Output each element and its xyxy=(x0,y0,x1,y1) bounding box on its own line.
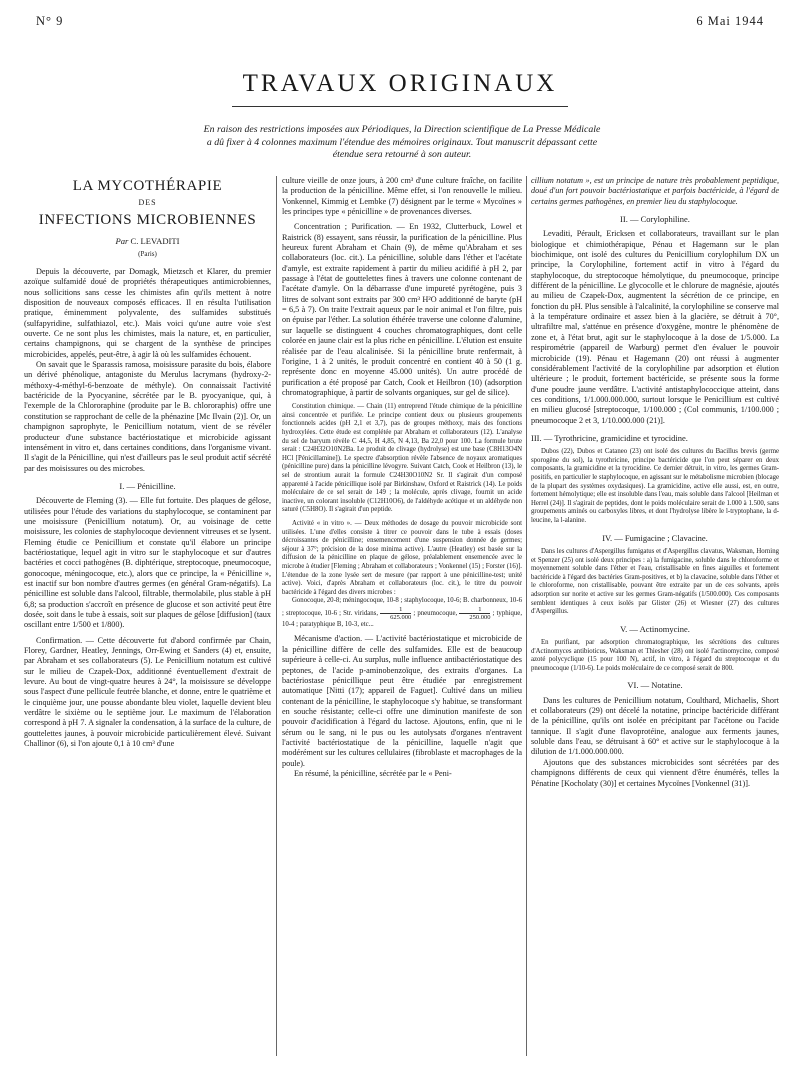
paragraph: Concentration ; Purification. — En 1932, Clutterbuck, Lowel et Raistrick (8) essayent, sans réussir, la purification de la pénicilline. Plus heureux furent Abraham et Chain (9), de même qu'Abraham et ses collaborateurs (loc. cit.). La pénicilline, soluble dans l'éther et l'acétate d'amyle, est extraite rapidement à partir du milieu acidifié à pH 2, par passage à l'état de gouttelettes fines à travers une colonne contenant de l'acétate d'amyle. On la débarrasse d'une impureté pyrétogène, puis 3 litres de solvant sont extraits par 300 cm³ H²O additionné de baryte (pH = 6,5 à 7). On traite l'extrait aqueux par le noir animal et l'on filtre, puis on épuise par l'éther. La solution éthérée traverse une colonne d'alumine, sur laquelle se distinguent 4 couches chromatographiques, dont celle colorée en jaune clair est la plus riche en pénicilline. L'élution est ensuite réalisée par de l'eau alcalinisée. Si la pénicilline brute renfermait, à l'origine, 1 à 2 unités, le produit concentré en contient 40 à 50 (1 g. représente donc en moyenne 45.000 unités). Un autre procédé de purification a été proposé par Catch, Cook et Heilbron (10) (adsorption chromatographique, à partir de solvants organiques, sur gel de silice). xyxy=(282,222,522,397)
column-divider xyxy=(276,176,277,1056)
titer-text: Gonocoque, 20-8; méningocoque, 10-8 ; staphylocoque, 10-6; B. charbonneux, 10-6 ; streptocoque, 10-6 ; Str. viridans, xyxy=(282,597,522,617)
paragraph: Confirmation. — Cette découverte fut d'abord confirmée par Chain, Florey, Gardner, Heatley, Jennings, Orr-Ewing et Sanders (4) et, ensuite, par Abraham et ses collaborateurs (5). Le Penicillium notatum est cultivé sur le milieu de Czapek-Dox, additionné éventuellement d'extrait de levure. Au bout de vingt-quatre heures à 24°, la moisissure se développe sous l'aspect d'une pellicule feutrée blanche, et donne, entre le quatrième et le cinquième jour, une pousse abondante bleu violet, laquelle devient bleu verdâtre le sixième ou le septième jour. Le maximum de l'élaboration correspond à pH 7. A signaler la condensation, à la surface de la culture, de gouttelettes jaunes, à pouvoir microbicide particulièrement élevé. Suivant Challinor (6), si l'on ajoute 0,1 à 10 cm³ d'une xyxy=(24,635,271,749)
paragraph: On savait que le Sparassis ramosa, moisissure parasite du bois, élabore un dérivé phénolique, antagoniste du Merulus lacrymans (hydroxy-2-méthoxy-4-méthyl-6-benzoate de méthyle). On connaissait l'activité bactéricide de la Pyocyanine, sécrétée par le B. pyocyanique, qui, à l'exemple de la Chlororaphine (produite par le B. chlororaphis) offre une constitution se rapprochant de celle de la phénazine [Mc Ilvain (2)]. Or, un champignon saprophyte, le Penicillium notatum, vient de se révéler producteur d'une substance bactériostatique et microbicide agissant intensément in vitro et, dans certaines conditions, dans l'organisme vivant. Il s'agit de la Pénicilline, qui n'est d'ailleurs pas le seul produit actif sécrété par des moisissures ou des microbes. xyxy=(24,360,271,473)
title-line-2: DES xyxy=(138,198,157,207)
section-heading: IV. — Fumigacine ; Clavacine. xyxy=(602,532,708,543)
issue-number: N° 9 xyxy=(36,14,64,28)
title-line-3: INFECTIONS MICROBIENNES xyxy=(38,212,257,228)
title-line-1: LA MYCOTHÉRAPIE xyxy=(72,178,223,194)
fraction xyxy=(459,606,490,621)
paragraph: Depuis la découverte, par Domagk, Mietzsch et Klarer, du premier azoïque sulfamidé doué de propriétés thérapeutiques antimicrobiennes, nous sollicitions sans cesse les chimistes afin qu'ils mettent à notre disposition de nouveaux composés efficaces. Il en résulta l'utilisation pratique, éminemment polyvalente, des sulfamides substitués (sulfapyridine, sulfathiazol, etc.). Mais voici qu'une autre voie s'est ouverte. Ce ne sont plus les chimistes, mais la nature, et, en particulier, certains champignons, qui se chargent de la synthèse de principes microbicides, appelés, peut-être, à agir là où les sulfamides échouent. xyxy=(24,267,271,359)
column-3 xyxy=(531,176,779,789)
author-location: (Paris) xyxy=(138,250,157,258)
titer-text: ; typhique, 10-4 ; paratyphique B, 10-3, etc... xyxy=(282,609,523,628)
paragraph: En purifiant, par adsorption chromatographique, les sécrétions des cultures d'Actinomyces antibioticus, Waksman et Thiesher (28) ont isolé l'actinomycine, composé azoté polycyclique (15 pour 100 N), actif, in vitro, à l'égard du streptocoque et du pneumocoque (1/10-6). Le poids moléculaire de ce composé serait de 800. xyxy=(531,639,779,672)
section-heading: I. — Pénicilline. xyxy=(119,480,176,491)
small-print-block xyxy=(282,403,522,629)
column-2 xyxy=(282,176,522,779)
section-title: TRAVAUX ORIGINAUX xyxy=(242,70,558,97)
byline xyxy=(24,234,271,249)
paragraph: Dans les cultures d'Aspergillus fumigatus et d'Aspergillus clavatus, Waksman, Horning et Spenzer (25) ont isolé deux principes : a) la fumigacine, soluble dans le chloroforme et moyennement soluble dans l'éther et l'eau, cristallisable en fines aiguilles et fortement bactéricide à l'égard des bactéries Gram-positives, et b) la clavacine, soluble dans l'éther et le chloroforme, non cristallisable, pouvant être extraite par un de ces solvants, après adsorption sur norite et active sur les germes Gram-négatifs (1/500.000). Ces composants semblent identiques à ceux isolés par Glister (26) et Wiesner (27) des cultures d'Aspergillus. xyxy=(531,547,779,616)
article-title xyxy=(24,176,271,259)
fraction-denominator: 250.000 xyxy=(459,613,490,621)
section-heading: V. — Actinomycine. xyxy=(620,623,690,634)
paragraph: Découverte de Fleming (3). — Elle fut fortuite. Des plaques de gélose, utilisées pour l'étude des variations du staphylocoque, se contaminent par une moisissure (Penicillium notatum). Or, au voisinage de cette moisissure, les colonies de staphylocoque deviennent vitreuses et se lysent. Fleming étudie ce Penicillium et constate qu'il élabore un principe bactériostatique, lequel agit in vitro sur le staphylocoque et sur d'autres bactéries et cocci pathogènes (B. diphtérique, streptocoque, pneumocoque, gonocoque, méningocoque, etc.), alors que ce principe, la « Pénicilline », est inactif sur bon nombre d'autres germes (en général Gram-négatifs). La pénicilline est soluble dans l'alcool, filtrable, thermolabile, plus stable à pH 6,8; sa production s'accroît en présence de glucose et son activité peut être dosée, soit dans le tube à essais, soit sur plaques de gélose [diffusion] (taux oscillant entre 1/500 et 1/800). xyxy=(24,496,271,630)
title-rule xyxy=(232,106,568,107)
issue-date: 6 Mai 1944 xyxy=(696,14,764,28)
paragraph: Ajoutons que des substances microbicides sont sécrétées par des champignons différents de ceux qui viennent d'être énumérés, telles la Pénatine [Kocholaty (30)] et certaines Mycoïnes [Vonkennel (31)]. xyxy=(531,757,779,788)
paragraph: Activité « in vitro ». — Deux méthodes de dosage du pouvoir microbicide sont utilisées. L'une d'elles consiste à titrer ce pouvoir dans le tube à essais (doses décroissantes de pénicilline; ensemencement d'une suspension donnée de germes; séjour à 37°; précision de la dose minima active). L'autre (Heatley) est basée sur la diffusion de la pénicilline en plaque de gélose, préalablement ensemencée avec le microbe à étudier [Fleming ; Abraham et collaborateurs ; Vonkennel (15) ; Forster (16)]. L'étendue de la zone lysée sert de mesure (par rapport à une pénicilline-test; unité active). Voici, d'après Abraham et collaborateurs (loc. cit.), le titre du pouvoir bactéricide à l'égard des divers microbes : xyxy=(282,519,522,596)
column-divider xyxy=(526,176,527,1056)
paragraph: En résumé, la pénicilline, sécrétée par le « Peni- xyxy=(294,768,452,778)
fraction-numerator: 1 xyxy=(399,605,403,613)
paragraph: Mécanisme d'action. — L'activité bactériostatique et microbicide de la pénicilline diffère de celle des sulfamides. Elle est de beaucoup supérieure à celle-ci. Au surplus, nulle influence antibactériostatique des peptones, de l'acide p-aminobenzoïque, des extraits d'organes. La bactériostase pénicillique peut être étudiée par enregistrement automatique [Nitti (17); appareil de Faguet]. Cultivé dans un milieu contenant de la pénicilline, le staphylocoque s'y habitue, se transformant en souche résistante; celle-ci offre une diminution manifeste de son pouvoir d'acidification à l'égard du lactose. Ajoutons, enfin, que ni le sérum ou le sang, ni le pus ou les autolysats d'organes n'entravent l'activité bactériostatique de la pénicilline, laquelle n'agit que modérément sur les cultures cellulaires (fibroblaste et macrophages de la poule). xyxy=(282,634,522,768)
titer-text: ; pneumocoque, xyxy=(413,609,458,617)
column-1 xyxy=(24,176,271,749)
section-heading: VI. — Notatine. xyxy=(627,680,683,691)
paragraph: Dubos (22), Dubos et Cataneo (23) ont isolé des cultures du Bacillus brevis (germe sporogène du sol), la tyrothricine, principe bactéricide que l'on peut séparer en deux composants, la gramicidine et la tyrocidine. Ce dernier détruit, in vitro, les germes Gram-positifs, en particulier le staphylocoque, en agissant sur le métabolisme microbien (blocage de la plupart des systèmes oxydasiques). La gramicidine, active elle aussi, est, en outre, fortement hémolytique; elle est insoluble dans l'eau, mais soluble dans l'alcool [Heilman et Herrel (24)]. Il s'agirait de peptides, dont le poids moléculaire serait de 1.000 à 1.500, sans groupements aminés ou carboxyles libres, et dont l'hydrolyse libère le l-tryptophane, la d-leucine, la l-alanine. xyxy=(531,448,779,524)
paragraph: cillium notatum », est un principe de nature très probablement peptidique, doué d'un fort pouvoir bactériostatique et parfois bactéricide, à l'égard de certains germes pathogènes, en premier lieu du staphylocoque. xyxy=(531,176,779,206)
author-name: C. LEVADITI xyxy=(130,236,180,246)
fraction-numerator: 1 xyxy=(478,605,482,613)
titer-list xyxy=(282,597,522,629)
paragraph: Constitution chimique. — Chain (11) entreprend l'étude chimique de la pénicilline ainsi concentrée et purifiée. Le principe contient deux ou plusieurs groupements fonctionnels acides (pH 2,1 et 3,7), pas de groupes méthoxy, mais des fonctions hydroxylées. Cette étude est complétée par Abraham et collaborateurs (12). L'analyse du sel de baryum révèle C 44,5, H 4,85, N 4,13, Ba 22,0 pour 100. La formule brute serait : C24H32O10N2Ba. Le produit de clivage (hydrolyse) est une base (C8H13O4N HCl [Pénicillamine]). Le spectre d'absorption révèle l'absence de noyaux aromatiques (pénicilline pure) dans la pénicilline lévogyre. Suivant Catch, Cook et Heilbron (13), le sel de strontium aurait la formule C24H30O10N2 Sr. Il s'agirait d'un composé apparenté à l'acide pénicillique isolé par Birkinshaw, Oxford et Raistrick (14). Le poids moléculaire de ce sel serait de 149 ; la molécule, après clivage, fournit un acide inactive, un colorant insoluble (C12H10O6), de l'aldéhyde acétique et un aldéhyde non saturé (C5H8O). Il s'agirait d'un peptide. xyxy=(282,403,522,514)
paragraph: Levaditi, Pérault, Ericksen et collaborateurs, travaillant sur le plan biologique et chimiothérapique, Pénau et Hagemann sur le plan biochimique, ont isolé des cultures du Penicillium corylophilum DX un principe, la Corylophiline, fortement actif in vitro à l'égard du staphylocoque, du streptocoque hémolytique, du pneumocoque, principe différent de la pénicilline. Le glycocolle et le chlorure de magnésie, ajoutés au milieu de Czapek-Dox, augmentent la sécrétion de ce principe, en fonction du pH. Plus sensible à l'alcalinité, la corylophiline se conserve mal à la température ordinaire et assez bien à la glacière, se détruit à 70°, ultrafiltre mal, s'atténue en présence d'oxygène, montre le phénomène de zone et, à l'état brut, agit sur le staphylocoque à la dose de 1/5.000. La respirométrie (appareil de Warburg) permet d'en évaluer le pouvoir microbicide (19). Pénau et Hagemann (20) ont réussi à augmenter considérablement l'activité de la corylophiline par adsorption et élution ultérieure ; le produit, fortement bactéricide, se présente sous la forme d'une poudre jaune verdâtre. L'activité antistaphylococcique atteint, dans ces conditions, 1/1.000.000.000, surtout lorsque le Penicillium est cultivé en milieu glucosé [streptocoque, 1/100.000 ; (Col communis, 1/100.000 ; pneumocoque 2 et 3, 1/10.000.000 (21)]. xyxy=(531,229,779,425)
author-prefix: Par xyxy=(115,236,129,246)
paragraph: culture vieille de onze jours, à 200 cm³ d'une culture fraîche, on facilite la production de la pénicilline. Même effet, si l'on renouvelle le milieu. Vonkennel, Kimmig et Lembke (7) désignent par le terme « Mycoïnes » les principes type « pénicilline » de provenances diverses. xyxy=(282,176,522,217)
section-heading: II. — Corylophiline. xyxy=(620,214,690,225)
editorial-notice: En raison des restrictions imposées aux Périodiques, la Direction scientifique de La Presse Médicale a dû fixer à 4 colonnes maximum l'étendue des mémoires originaux. Tout manuscrit dépassant cette étendue sera retourné à son auteur. xyxy=(203,124,601,161)
fraction-denominator: 625.000 xyxy=(380,613,411,621)
fraction xyxy=(380,606,411,621)
paragraph: Dans les cultures de Penicillium notatum, Coulthard, Michaelis, Short et collaborateurs (29) ont décelé la notatine, principe bactéricide différant de la pénicilline, qu'ils ont isolée en précipitant par l'acétone ou l'acide tannique. Il s'agit d'une flavoprotéine, analogue aux ferments jaunes, soluble dans l'eau, se détruisant à 60° et active sur le staphylocoque à la dilution de 1/1.000.000.000. xyxy=(531,695,779,757)
section-heading: III. — Tyrothricine, gramicidine et tyrocidine. xyxy=(531,432,688,443)
